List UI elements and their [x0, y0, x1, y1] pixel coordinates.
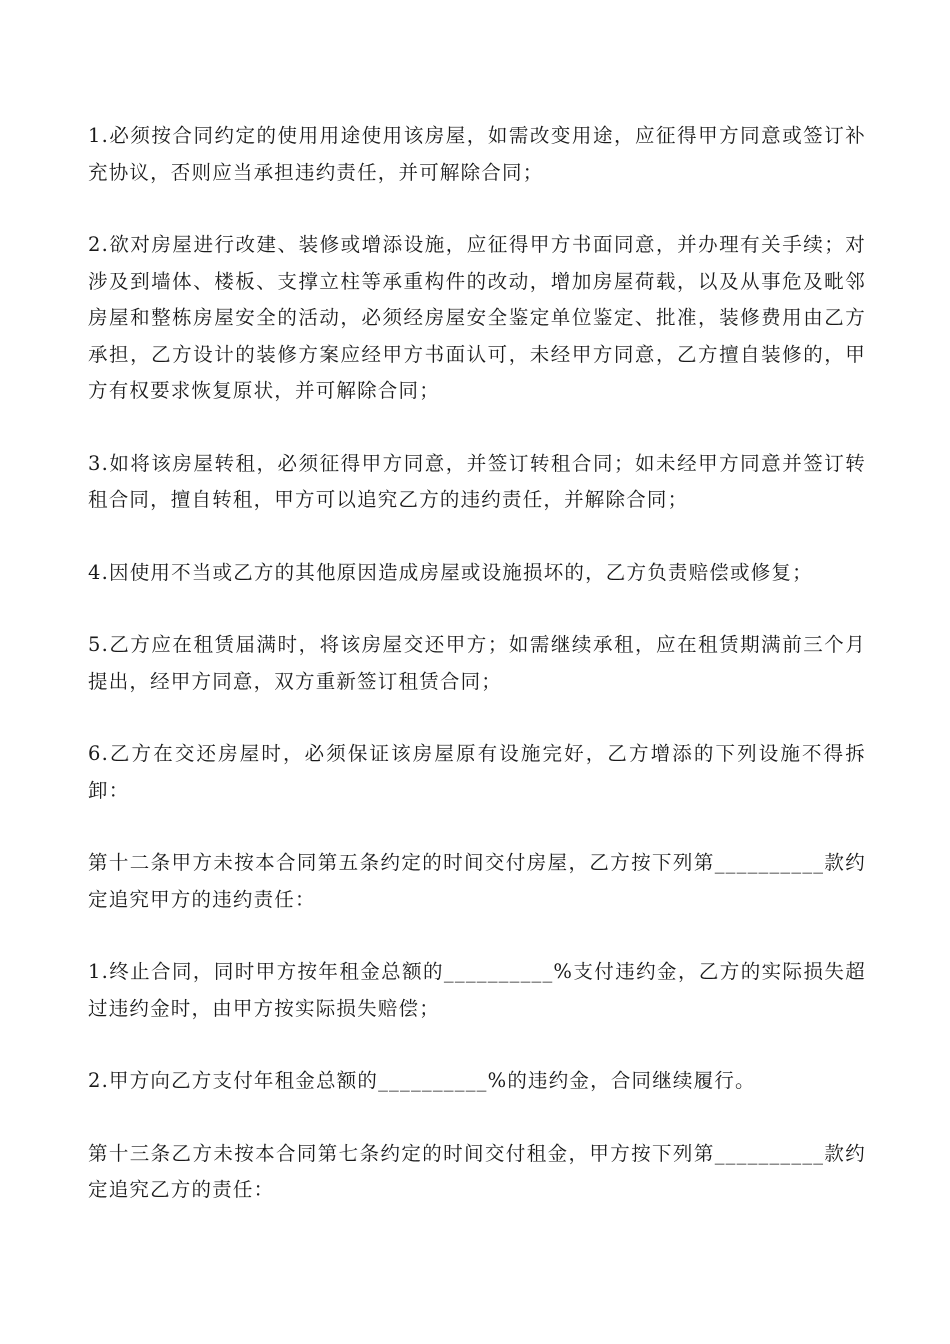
article-twelve-option-1: 1.终止合同，同时甲方按年租金总额的__________%支付违约金，乙方的实际损失超过违约金时，由甲方按实际损失赔偿；	[88, 960, 866, 1020]
clause-return-on-expiry: 5.乙方应在租赁届满时，将该房屋交还甲方；如需继续承租，应在租赁期满前三个月提出，经甲方同意，双方重新签订租赁合同；	[88, 633, 866, 693]
article-twelve-option-2: 2.甲方向乙方支付年租金总额的__________%的违约金，合同继续履行。	[88, 1069, 756, 1092]
clause-damage: 4.因使用不当或乙方的其他原因造成房屋或设施损坏的，乙方负责赔偿或修复；	[88, 560, 813, 584]
clause-return-condition: 6.乙方在交还房屋时，必须保证该房屋原有设施完好，乙方增添的下列设施不得拆卸：	[88, 742, 866, 802]
document-body	[88, 118, 866, 1245]
clause-renovation: 2.欲对房屋进行改建、装修或增添设施，应征得甲方书面同意，并办理有关手续；对涉及到墙体、楼板、支撑立柱等承重构件的改动，增加房屋荷载，以及从事危及毗邻房屋和整栋房屋安全的活动，必须经房屋安全鉴定单位鉴定、批准，装修费用由乙方承担，乙方设计的装修方案应经甲方书面认可，未经甲方同意，乙方擅自装修的，甲方有权要求恢复原状，并可解除合同；	[88, 233, 866, 402]
article-thirteen: 第十三条乙方未按本合同第七条约定的时间交付租金，甲方按下列第__________款约定追究乙方的责任：	[88, 1141, 866, 1201]
clause-sublease: 3.如将该房屋转租，必须征得甲方同意，并签订转租合同；如未经甲方同意并签订转租合同，擅自转租，甲方可以追究乙方的违约责任，并解除合同；	[88, 451, 866, 511]
clause-use-purpose: 1.必须按合同约定的使用用途使用该房屋，如需改变用途，应征得甲方同意或签订补充协议，否则应当承担违约责任，并可解除合同；	[88, 124, 866, 184]
article-twelve: 第十二条甲方未按本合同第五条约定的时间交付房屋，乙方按下列第__________款约定追究甲方的违约责任：	[88, 851, 866, 911]
